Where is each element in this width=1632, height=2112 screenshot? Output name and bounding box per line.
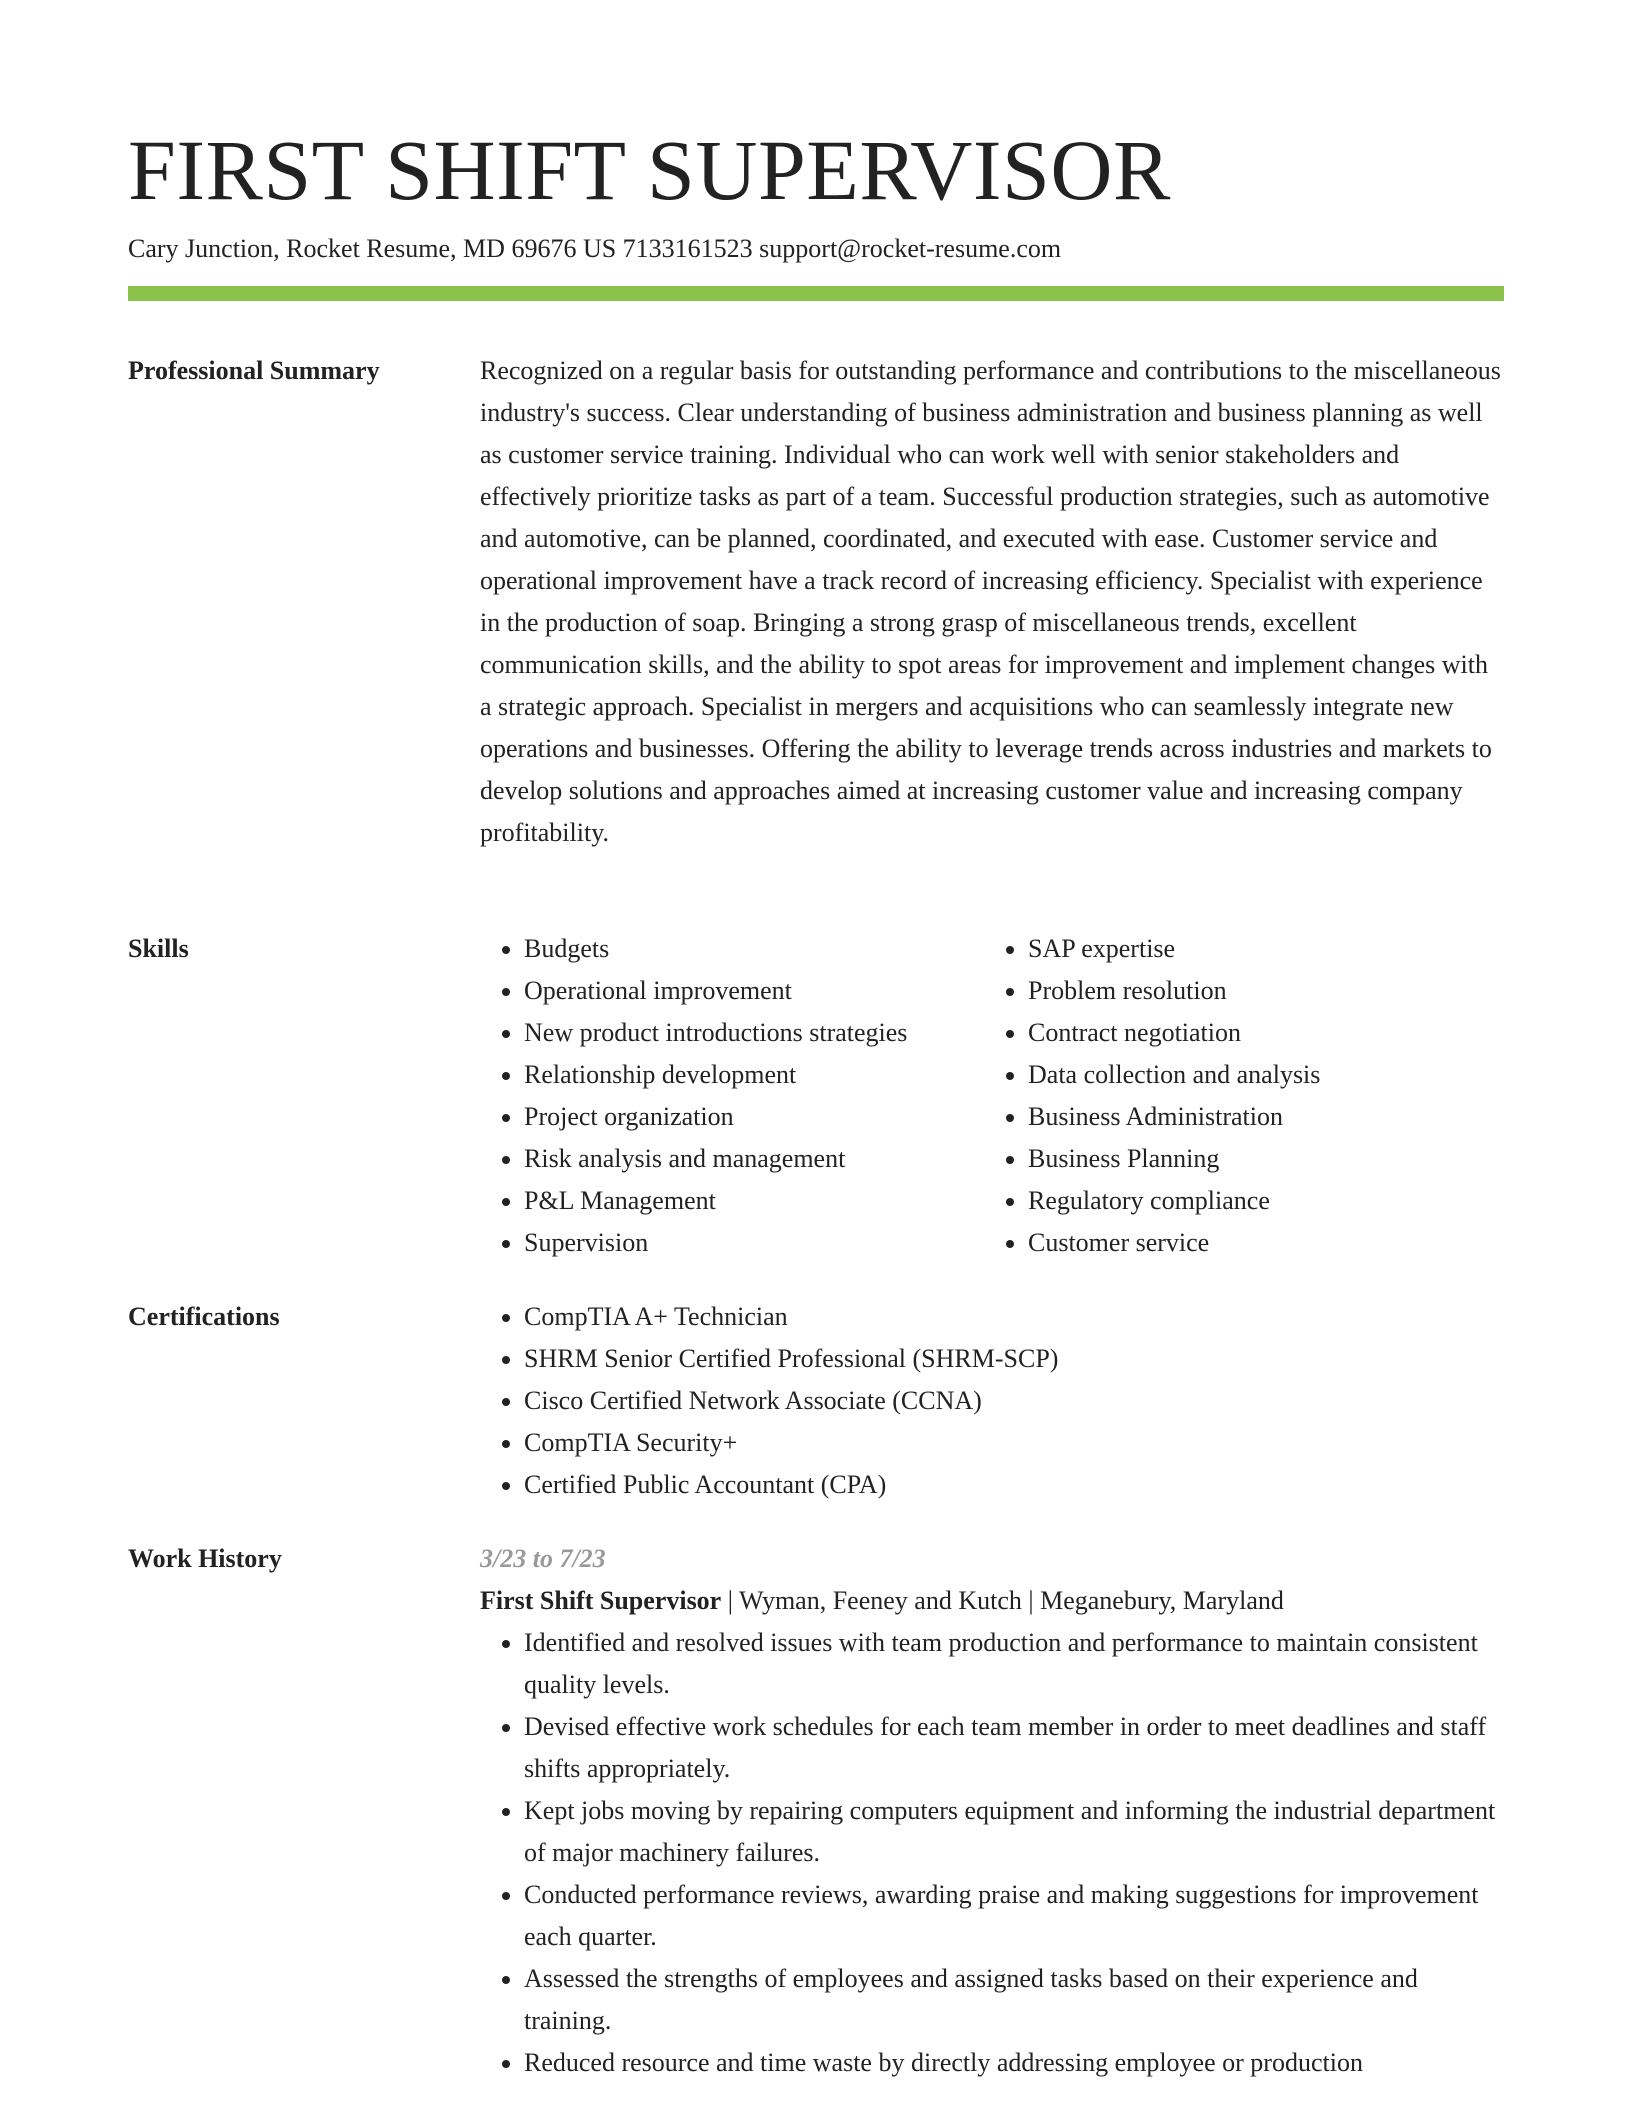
skill-item: • Regulatory compliance — [1028, 1180, 1548, 1222]
job-duty-item: • Conducted performance reviews, awarding praise and making suggestions for improvement each quarter. — [524, 1874, 1504, 1958]
certification-item: • Cisco Certified Network Associate (CCNA) — [524, 1380, 1504, 1422]
job-employer-location: | Wyman, Feeney and Kutch | Meganebury, Maryland — [721, 1586, 1284, 1615]
skill-item: • Contract negotiation — [1028, 1012, 1548, 1054]
skill-item: • Customer service — [1028, 1222, 1548, 1264]
skill-item: • Operational improvement — [524, 970, 1024, 1012]
skill-item: • Budgets — [524, 928, 1024, 970]
summary-body — [480, 350, 1504, 854]
skill-item: • Business Administration — [1028, 1096, 1548, 1138]
skill-item: • Risk analysis and management — [524, 1138, 1024, 1180]
work-history-body — [480, 1538, 1504, 2084]
summary-heading: Professional Summary — [128, 356, 380, 385]
skill-item: • Data collection and analysis — [1028, 1054, 1548, 1096]
certifications-heading: Certifications — [128, 1302, 280, 1331]
job-duty-item: • Assessed the strengths of employees and assigned tasks based on their experience and training. — [524, 1958, 1504, 2042]
certifications-body — [480, 1296, 1504, 1506]
job-duties-list — [480, 1622, 1504, 2084]
skills-list-left — [480, 928, 1024, 1264]
job-duty-item: • Kept jobs moving by repairing computers equipment and informing the industrial department of major machinery failures. — [524, 1790, 1504, 1874]
skill-item: • SAP expertise — [1028, 928, 1548, 970]
job-heading — [480, 1580, 1504, 1622]
certifications-list — [480, 1296, 1504, 1506]
contact-line: Cary Junction, Rocket Resume, MD 69676 US 7133161523 support@rocket-resume.com — [128, 234, 1062, 263]
skills-heading: Skills — [128, 934, 189, 963]
job-title: First Shift Supervisor — [480, 1586, 722, 1615]
certification-item: • CompTIA Security+ — [524, 1422, 1504, 1464]
skill-item: • New product introductions strategies — [524, 1012, 1024, 1054]
candidate-name: FIRST SHIFT SUPERVISOR — [128, 122, 1171, 218]
certification-item: • CompTIA A+ Technician — [524, 1296, 1504, 1338]
skill-item: • Supervision — [524, 1222, 1024, 1264]
summary-text: Recognized on a regular basis for outstanding performance and contributions to the miscellaneous industry's success. Clear understanding of business administration and business planning as well as customer service training. Individual who can work well with senior stakeholders and effectively prioritize tasks as part of a team. Successful production strategies, such as automotive and automotive, can be planned, coordinated, and executed with ease. Customer service and operational improvement have a track record of increasing efficiency. Specialist with experience in the production of soap. Bringing a strong grasp of miscellaneous trends, excellent communication skills, and the ability to spot areas for improvement and implement changes with a strategic approach. Specialist in mergers and acquisitions who can seamlessly integrate new operations and businesses. Offering the ability to leverage trends across industries and markets to develop solutions and approaches aimed at increasing customer value and increasing company profitability. — [480, 356, 1501, 847]
header-divider — [128, 286, 1504, 301]
certification-item: • SHRM Senior Certified Professional (SHRM-SCP) — [524, 1338, 1504, 1380]
job-duty-item: • Reduced resource and time waste by directly addressing employee or production — [524, 2042, 1504, 2084]
skill-item: • Relationship development — [524, 1054, 1024, 1096]
work-history-heading: Work History — [128, 1544, 282, 1573]
skill-item: • Business Planning — [1028, 1138, 1548, 1180]
job-duty-item: • Devised effective work schedules for each team member in order to meet deadlines and staff shifts appropriately. — [524, 1706, 1504, 1790]
skills-list-right — [984, 928, 1548, 1264]
skill-item: • Project organization — [524, 1096, 1024, 1138]
skills-body — [480, 928, 1504, 1264]
skill-item: • Problem resolution — [1028, 970, 1548, 1012]
certification-item: • Certified Public Accountant (CPA) — [524, 1464, 1504, 1506]
job-duty-item: • Identified and resolved issues with team production and performance to maintain consistent quality levels. — [524, 1622, 1504, 1706]
job-dates: 3/23 to 7/23 — [480, 1544, 606, 1573]
skill-item: • P&L Management — [524, 1180, 1024, 1222]
